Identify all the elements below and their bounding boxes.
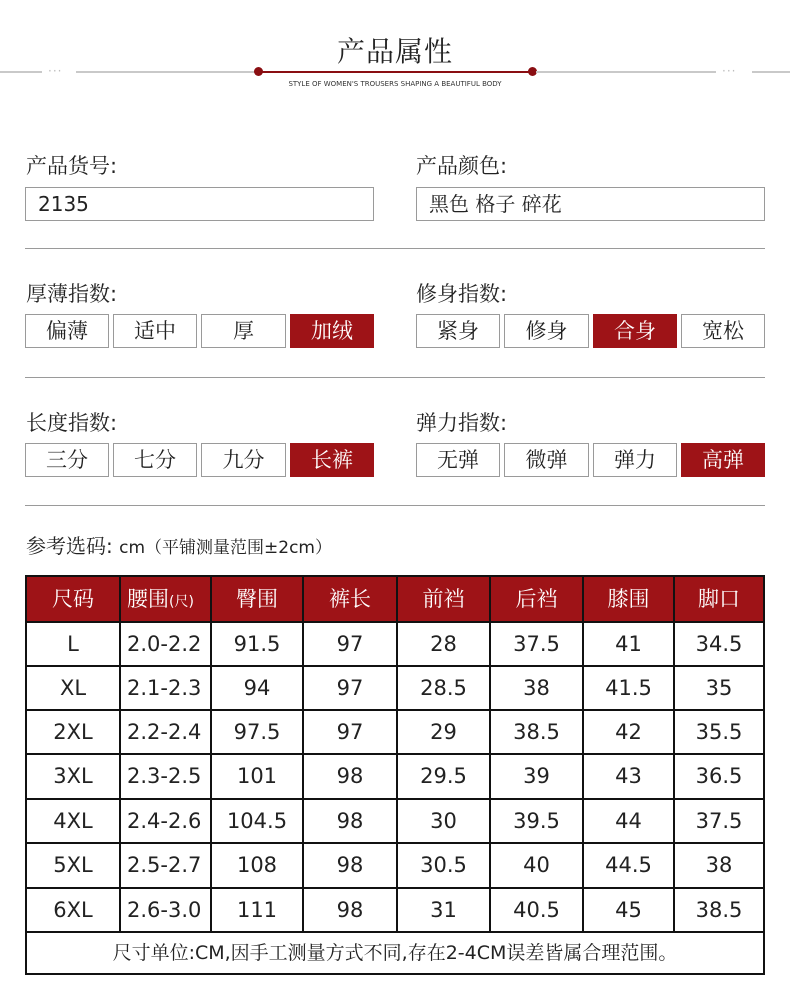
header-rule-left (0, 71, 42, 73)
table-cell: 3XL (53, 764, 93, 788)
elasticity-option: 弹力 (593, 443, 677, 477)
size-reference-note: cm（平铺测量范围±2cm） (119, 538, 332, 558)
table-cell: 29 (430, 720, 457, 744)
table-cell: 4XL (53, 809, 93, 833)
page-subtitle: STYLE OF WOMEN'S TROUSERS SHAPING A BEAUTIFUL BODY (288, 80, 502, 88)
table-cell: 2XL (53, 720, 93, 744)
length-option-selected: 长裤 (290, 443, 374, 477)
table-cell: 43 (615, 764, 642, 788)
table-cell: 2.5-2.7 (127, 853, 202, 877)
table-cell: 31 (430, 898, 457, 922)
table-cell: 35.5 (695, 720, 743, 744)
header-rule-right (752, 71, 790, 73)
size-reference-label: 参考选码: (26, 534, 113, 558)
header-back-rise: 后裆 (515, 587, 558, 611)
fit-label: 修身指数: (416, 282, 508, 306)
table-cell: 28.5 (420, 676, 467, 700)
thickness-option: 偏薄 (25, 314, 109, 348)
thickness-label: 厚薄指数: (26, 282, 118, 306)
product-no-label: 产品货号: (26, 154, 118, 178)
header-front-rise: 前裆 (422, 587, 465, 611)
header-waist (121, 577, 210, 621)
table-cell: 5XL (53, 853, 93, 877)
table-cell: 94 (243, 676, 271, 700)
table-cell: 98 (336, 898, 364, 922)
table-cell: 29.5 (420, 764, 467, 788)
elasticity-option: 无弹 (416, 443, 500, 477)
elasticity-option: 微弹 (504, 443, 589, 477)
divider (25, 505, 765, 506)
table-cell: 34.5 (695, 632, 743, 656)
size-table (25, 575, 765, 975)
table-cell: 37.5 (513, 632, 560, 656)
header-dots-right: ··· (722, 64, 737, 78)
table-cell: 38 (705, 853, 733, 877)
table-cell: 97.5 (233, 720, 281, 744)
fit-option: 修身 (504, 314, 589, 348)
table-cell: 98 (336, 764, 364, 788)
divider (25, 377, 765, 378)
header-pants-length: 裤长 (329, 587, 371, 611)
table-cell: 2.4-2.6 (127, 809, 202, 833)
product-no-value: 2135 (25, 187, 374, 221)
table-cell: 38 (523, 676, 550, 700)
table-cell: 38.5 (695, 898, 743, 922)
table-cell: 30.5 (420, 853, 467, 877)
table-cell: 97 (336, 676, 364, 700)
header-waist-label: 腰围 (127, 587, 169, 611)
table-cell: 37.5 (695, 809, 743, 833)
table-cell: 44 (615, 809, 642, 833)
table-cell: 2.2-2.4 (127, 720, 202, 744)
table-cell: 104.5 (226, 809, 288, 833)
table-cell: 44.5 (605, 853, 652, 877)
table-cell: L (67, 632, 79, 656)
table-cell: 42 (615, 720, 642, 744)
header-hip: 臀围 (236, 587, 278, 611)
product-color-value: 黑色 格子 碎花 (416, 187, 765, 221)
table-cell: 45 (615, 898, 642, 922)
fit-option: 宽松 (681, 314, 765, 348)
table-cell: 2.3-2.5 (127, 764, 202, 788)
table-cell: 28 (430, 632, 457, 656)
thickness-option: 适中 (113, 314, 197, 348)
table-cell: 6XL (53, 898, 93, 922)
table-cell: 98 (336, 853, 364, 877)
table-cell: 41.5 (605, 676, 652, 700)
table-cell: 39.5 (513, 809, 560, 833)
table-cell: 111 (236, 898, 278, 922)
table-cell: 40.5 (513, 898, 560, 922)
divider (25, 248, 765, 249)
header-leg-opening: 脚口 (698, 587, 740, 611)
table-cell: 38.5 (513, 720, 560, 744)
thickness-option: 厚 (201, 314, 286, 348)
table-cell: 41 (615, 632, 642, 656)
table-cell: 39 (523, 764, 550, 788)
header-dots-left: ··· (48, 64, 63, 78)
elasticity-label: 弹力指数: (416, 411, 508, 435)
table-cell: 101 (236, 764, 278, 788)
size-reference (26, 530, 332, 559)
header-size: 尺码 (52, 587, 94, 611)
table-footer-note: 尺寸单位:CM,因手工测量方式不同,存在2-4CM误差皆属合理范围。 (112, 942, 678, 964)
table-cell: 40 (523, 853, 550, 877)
table-cell: 2.6-3.0 (127, 898, 202, 922)
table-cell: 2.0-2.2 (127, 632, 202, 656)
table-cell: 35 (705, 676, 733, 700)
thickness-option-selected: 加绒 (290, 314, 374, 348)
fit-option: 紧身 (416, 314, 500, 348)
table-cell: XL (59, 676, 87, 700)
length-label: 长度指数: (26, 411, 118, 435)
table-cell: 2.1-2.3 (127, 676, 202, 700)
length-option: 九分 (201, 443, 286, 477)
table-cell: 97 (336, 632, 364, 656)
length-option: 三分 (25, 443, 109, 477)
header-rule-right-inner (536, 71, 716, 73)
fit-option-selected: 合身 (593, 314, 677, 348)
table-cell: 98 (336, 809, 364, 833)
header-waist-unit: (尺) (169, 594, 194, 610)
length-option: 七分 (113, 443, 197, 477)
table-cell: 108 (236, 853, 278, 877)
page-title: 产品属性 (336, 35, 453, 68)
header-knee: 膝围 (607, 587, 650, 611)
header-rule-left-inner (76, 71, 256, 73)
elasticity-option-selected: 高弹 (681, 443, 765, 477)
table-cell: 91.5 (233, 632, 281, 656)
product-color-label: 产品颜色: (416, 154, 508, 178)
header-rule-red (262, 71, 530, 73)
table-cell: 36.5 (695, 764, 743, 788)
table-header-row (27, 577, 763, 621)
table-cell: 97 (336, 720, 364, 744)
table-cell: 30 (430, 809, 457, 833)
